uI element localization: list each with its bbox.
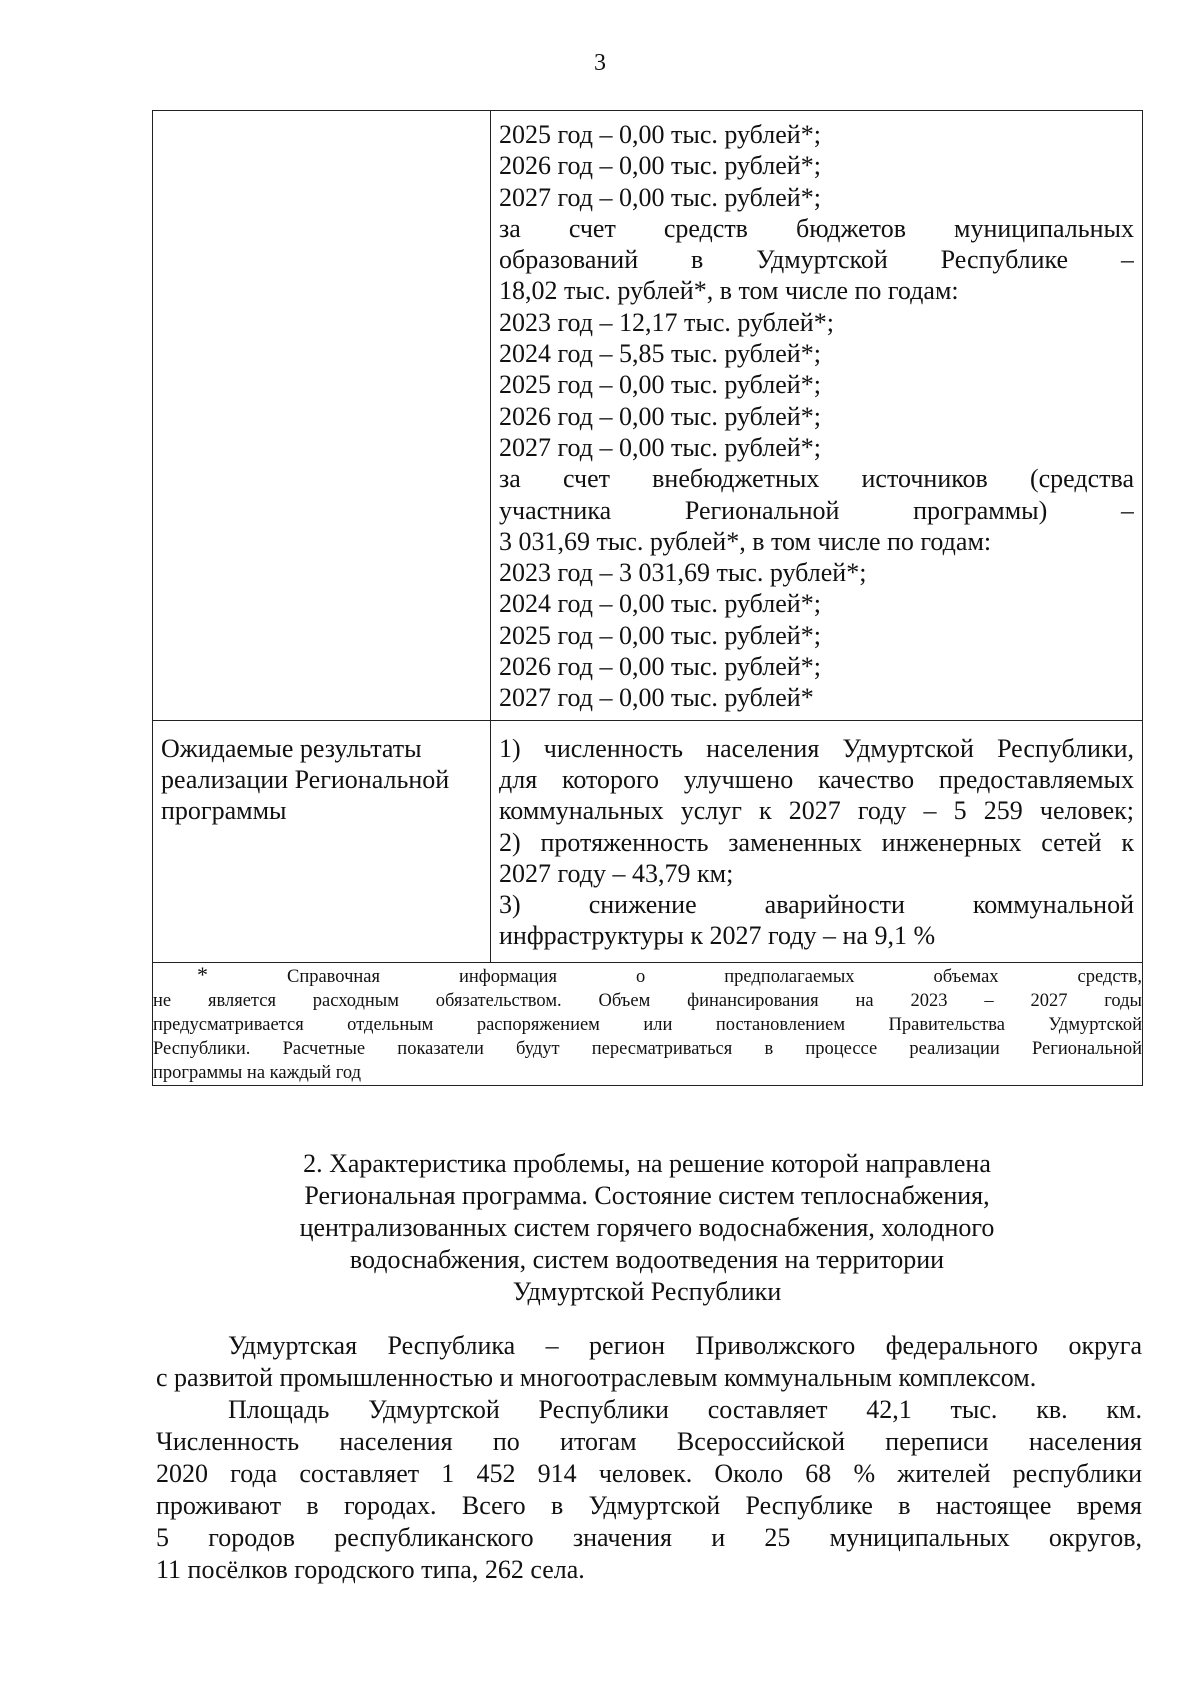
paragraph-line: 2020 года составляет 1 452 914 человек. Около 68 % жителей республики xyxy=(156,1459,1142,1488)
paragraph-line: проживают в городах. Всего в Удмуртской Республике в настоящее время xyxy=(156,1491,1142,1520)
funding-line: за счет внебюджетных источников (средства xyxy=(499,464,1134,494)
footnote-line: Республики. Расчетные показатели будут пересматриваться в процессе реализации Региональной xyxy=(153,1038,1142,1059)
table-row-footnote xyxy=(153,962,1143,1085)
page-number: 3 xyxy=(594,50,606,76)
footnote-cell xyxy=(153,962,1143,1085)
funding-line: 2027 год – 0,00 тыс. рублей* xyxy=(499,683,814,713)
results-line: 3) снижение аварийности коммунальной xyxy=(499,890,1134,920)
paragraph-line: с развитой промышленностью и многоотраслевым коммунальным комплексом. xyxy=(156,1363,1037,1392)
results-label-line: реализации Региональной xyxy=(161,764,450,794)
heading-line: Региональная программа. Состояние систем теплоснабжения, xyxy=(304,1181,990,1210)
paragraph-line: Удмуртская Республика – регион Приволжского федерального округа xyxy=(228,1331,1142,1360)
results-line: 2027 году – 43,79 км; xyxy=(499,858,734,888)
paragraph-line: 5 городов республиканского значения и 25 муниципальных округов, xyxy=(156,1523,1142,1552)
funding-line: 2023 год – 3 031,69 тыс. рублей*; xyxy=(499,558,867,588)
heading-line: водоснабжения, систем водоотведения на территории xyxy=(349,1245,945,1274)
funding-line: 2026 год – 0,00 тыс. рублей*; xyxy=(499,652,821,682)
funding-line: 2027 год – 0,00 тыс. рублей*; xyxy=(499,432,821,462)
paragraph-line: Площадь Удмуртской Республики составляет 42,1 тыс. кв. км. xyxy=(228,1395,1142,1424)
passport-table xyxy=(152,110,1143,1086)
table-row-funding xyxy=(153,111,1143,721)
results-line: 1) численность населения Удмуртской Республики, xyxy=(499,733,1134,763)
table-row-results xyxy=(153,720,1143,962)
heading-line: централизованных систем горячего водоснабжения, холодного xyxy=(299,1213,995,1242)
results-line: коммунальных услуг к 2027 году – 5 259 человек; xyxy=(499,796,1134,826)
footnote-line: не является расходным обязательством. Объем финансирования на 2023 – 2027 годы xyxy=(153,990,1142,1011)
paragraph-line: Численность населения по итогам Всероссийской переписи населения xyxy=(156,1427,1142,1456)
funding-line: за счет средств бюджетов муниципальных xyxy=(499,213,1134,243)
body-text xyxy=(156,1330,1142,1586)
results-line: для которого улучшено качество предоставляемых xyxy=(499,764,1134,794)
funding-value-cell xyxy=(491,111,1143,721)
section-heading xyxy=(152,1148,1142,1308)
footnote-line: программы на каждый год xyxy=(153,1062,361,1083)
funding-line: 2025 год – 0,00 тыс. рублей*; xyxy=(499,370,821,400)
footnote-line: предусматривается отдельным распоряжением или постановлением Правительства Удмуртской xyxy=(153,1014,1142,1035)
results-label-line: программы xyxy=(161,796,287,826)
paragraph-line: 11 посёлков городского типа, 262 села. xyxy=(156,1555,585,1584)
funding-line: 2024 год – 5,85 тыс. рублей*; xyxy=(499,339,821,369)
footnote-first-line: Справочная информация о предполагаемых объемах средств, xyxy=(286,966,1143,987)
results-line: инфраструктуры к 2027 году – на 9,1 % xyxy=(499,921,936,951)
funding-line: 2025 год – 0,00 тыс. рублей*; xyxy=(499,120,821,149)
funding-line: 2027 год – 0,00 тыс. рублей*; xyxy=(499,182,821,212)
funding-line: участника Региональной программы) – xyxy=(499,495,1134,525)
funding-line: 2023 год – 12,17 тыс. рублей*; xyxy=(499,307,834,337)
heading-line: 2. Характеристика проблемы, на решение которой направлена xyxy=(303,1149,991,1178)
results-value-cell xyxy=(491,720,1143,962)
funding-line: 2024 год – 0,00 тыс. рублей*; xyxy=(499,589,821,619)
results-label-line: Ожидаемые результаты xyxy=(161,733,422,763)
funding-line: 2026 год – 0,00 тыс. рублей*; xyxy=(499,151,821,181)
funding-line: 3 031,69 тыс. рублей*, в том числе по годам: xyxy=(499,526,992,556)
funding-line: 18,02 тыс. рублей*, в том числе по годам: xyxy=(499,276,959,306)
footnote-line xyxy=(153,963,1142,989)
results-label-cell xyxy=(153,720,491,962)
funding-line: 2026 год – 0,00 тыс. рублей*; xyxy=(499,401,821,431)
funding-line: образований в Удмуртской Республике – xyxy=(499,245,1134,275)
funding-line: 2025 год – 0,00 тыс. рублей*; xyxy=(499,620,821,650)
funding-label-cell xyxy=(153,111,491,721)
footnote-star: * xyxy=(197,961,208,987)
heading-line: Удмуртской Республики xyxy=(512,1277,782,1306)
results-line: 2) протяженность замененных инженерных сетей к xyxy=(499,827,1134,857)
